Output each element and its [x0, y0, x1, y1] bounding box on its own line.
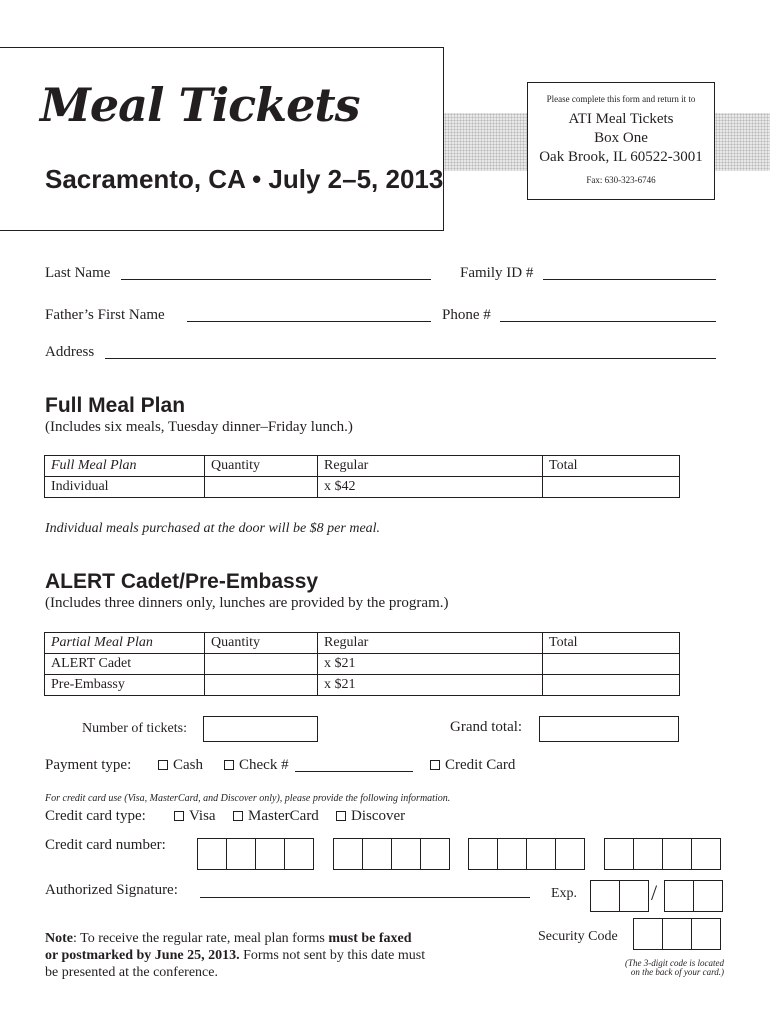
cc-digit-box[interactable] — [226, 838, 256, 870]
visa-checkbox[interactable] — [174, 811, 184, 821]
total-cell[interactable] — [543, 654, 680, 675]
cc-number-group-4 — [604, 838, 721, 870]
quantity-cell[interactable] — [205, 675, 318, 696]
quantity-cell[interactable] — [205, 654, 318, 675]
credit-card-checkbox[interactable] — [430, 760, 440, 770]
cc-digit-box[interactable] — [197, 838, 227, 870]
cc-digit-box[interactable] — [255, 838, 285, 870]
family-id-label: Family ID # — [460, 265, 534, 281]
full-plan-table — [44, 455, 680, 498]
cc-digit-box[interactable] — [526, 838, 556, 870]
exp-year-box[interactable] — [664, 880, 694, 912]
num-tickets-label: Number of tickets: — [82, 721, 187, 736]
cadet-plan-table — [44, 632, 680, 696]
address-line-2: Box One — [594, 130, 648, 146]
col-header-total: Total — [543, 633, 680, 654]
full-plan-subheading: (Includes six meals, Tuesday dinner–Friday lunch.) — [45, 419, 353, 435]
security-note-line-1: (The 3-digit code is located — [625, 958, 724, 968]
return-address-box — [527, 82, 715, 200]
cc-digit-box[interactable] — [555, 838, 585, 870]
col-header-total: Total — [543, 456, 680, 477]
cc-digit-box[interactable] — [391, 838, 421, 870]
regular-price: x $42 — [318, 477, 543, 498]
cadet-plan-heading: ALERT Cadet/Pre-Embassy — [45, 570, 319, 593]
cc-digit-box[interactable] — [604, 838, 634, 870]
total-cell[interactable] — [543, 675, 680, 696]
col-header-quantity: Quantity — [205, 633, 318, 654]
address-line-3: Oak Brook, IL 60522-3001 — [539, 149, 703, 165]
cadet-plan-subheading: (Includes three dinners only, lunches are provided by the program.) — [45, 595, 449, 611]
note-text-3: be presented at the conference. — [45, 965, 218, 980]
family-id-field[interactable] — [543, 279, 716, 280]
last-name-label: Last Name — [45, 265, 111, 281]
security-code-label: Security Code — [538, 929, 618, 944]
security-digit-box[interactable] — [662, 918, 692, 950]
phone-label: Phone # — [442, 307, 491, 323]
address-field[interactable] — [105, 358, 716, 359]
regular-price: x $21 — [318, 675, 543, 696]
exp-year-group — [664, 880, 723, 912]
header-box — [0, 47, 444, 231]
cc-number-group-2 — [333, 838, 450, 870]
regular-price: x $21 — [318, 654, 543, 675]
cash-label: Cash — [173, 757, 203, 773]
security-digit-box[interactable] — [691, 918, 721, 950]
father-first-name-label: Father’s First Name — [45, 307, 165, 323]
cc-digit-box[interactable] — [333, 838, 363, 870]
security-note-line-2: on the back of your card.) — [630, 967, 724, 977]
security-code-note — [625, 959, 724, 977]
note-label: Note — [45, 931, 73, 946]
cash-checkbox[interactable] — [158, 760, 168, 770]
security-code-group — [633, 918, 721, 950]
check-label: Check # — [239, 757, 289, 773]
col-header-regular: Regular — [318, 633, 543, 654]
phone-field[interactable] — [500, 321, 716, 322]
deadline-note — [45, 930, 465, 981]
col-header-plan: Partial Meal Plan — [45, 633, 205, 654]
note-bold-2: or postmarked by June 25, 2013. — [45, 948, 240, 963]
security-digit-box[interactable] — [633, 918, 663, 950]
cc-digit-box[interactable] — [633, 838, 663, 870]
table-row — [45, 477, 680, 498]
row-name: Pre-Embassy — [45, 675, 205, 696]
address-label: Address — [45, 344, 95, 360]
door-price-note: Individual meals purchased at the door will be $8 per meal. — [45, 521, 381, 536]
row-name: ALERT Cadet — [45, 654, 205, 675]
cc-digit-box[interactable] — [362, 838, 392, 870]
grand-total-label: Grand total: — [450, 719, 523, 735]
total-cell[interactable] — [543, 477, 680, 498]
exp-month-box[interactable] — [590, 880, 620, 912]
cc-number-group-1 — [197, 838, 314, 870]
cc-digit-box[interactable] — [420, 838, 450, 870]
col-header-quantity: Quantity — [205, 456, 318, 477]
cc-digit-box[interactable] — [284, 838, 314, 870]
cc-digit-box[interactable] — [691, 838, 721, 870]
note-text-1: : To receive the regular rate, meal plan forms — [73, 931, 329, 946]
exp-month-group — [590, 880, 649, 912]
discover-option[interactable] — [336, 809, 405, 824]
father-first-name-field[interactable] — [187, 321, 431, 322]
payment-check-option[interactable] — [224, 758, 289, 773]
visa-label: Visa — [189, 808, 216, 824]
mastercard-option[interactable] — [233, 809, 319, 824]
event-subtitle: Sacramento, CA • July 2–5, 2013 — [45, 164, 444, 194]
note-bold-1: must be faxed — [328, 931, 412, 946]
cc-digit-box[interactable] — [468, 838, 498, 870]
table-row — [45, 654, 680, 675]
mastercard-checkbox[interactable] — [233, 811, 243, 821]
exp-month-box[interactable] — [619, 880, 649, 912]
payment-type-label: Payment type: — [45, 757, 132, 773]
fax-number: Fax: 630-323-6746 — [586, 175, 656, 185]
signature-field[interactable] — [200, 897, 530, 898]
credit-card-label: Credit Card — [445, 757, 516, 773]
exp-label: Exp. — [551, 886, 578, 901]
col-header-regular: Regular — [318, 456, 543, 477]
cc-number-label: Credit card number: — [45, 837, 166, 853]
note-text-2: Forms not sent by this date must — [239, 948, 426, 963]
page-title: Meal Tickets — [40, 78, 360, 132]
visa-option[interactable] — [174, 809, 216, 824]
credit-card-note: For credit card use (Visa, MasterCard, and Discover only), please provide the following information. — [45, 793, 451, 804]
table-row — [45, 675, 680, 696]
check-number-field[interactable] — [295, 771, 413, 772]
discover-checkbox[interactable] — [336, 811, 346, 821]
address-line-1: ATI Meal Tickets — [568, 111, 674, 127]
return-note: Please complete this form and return it to — [546, 94, 696, 104]
quantity-cell[interactable] — [205, 477, 318, 498]
num-tickets-box[interactable] — [203, 716, 318, 742]
payment-credit-option[interactable] — [430, 758, 515, 773]
grand-total-box[interactable] — [539, 716, 679, 742]
exp-year-box[interactable] — [693, 880, 723, 912]
payment-cash-option[interactable] — [158, 758, 203, 773]
cc-digit-box[interactable] — [497, 838, 527, 870]
cc-number-group-3 — [468, 838, 585, 870]
full-plan-heading: Full Meal Plan — [45, 394, 186, 417]
mastercard-label: MasterCard — [248, 808, 319, 824]
signature-label: Authorized Signature: — [45, 882, 178, 898]
discover-label: Discover — [351, 808, 406, 824]
header-hatch-right — [715, 113, 770, 171]
col-header-plan: Full Meal Plan — [45, 456, 205, 477]
cc-digit-box[interactable] — [662, 838, 692, 870]
exp-slash: / — [651, 880, 658, 905]
last-name-field[interactable] — [121, 279, 431, 280]
check-checkbox[interactable] — [224, 760, 234, 770]
header-hatch-left — [444, 113, 528, 171]
cc-type-label: Credit card type: — [45, 808, 146, 824]
row-name: Individual — [45, 477, 205, 498]
